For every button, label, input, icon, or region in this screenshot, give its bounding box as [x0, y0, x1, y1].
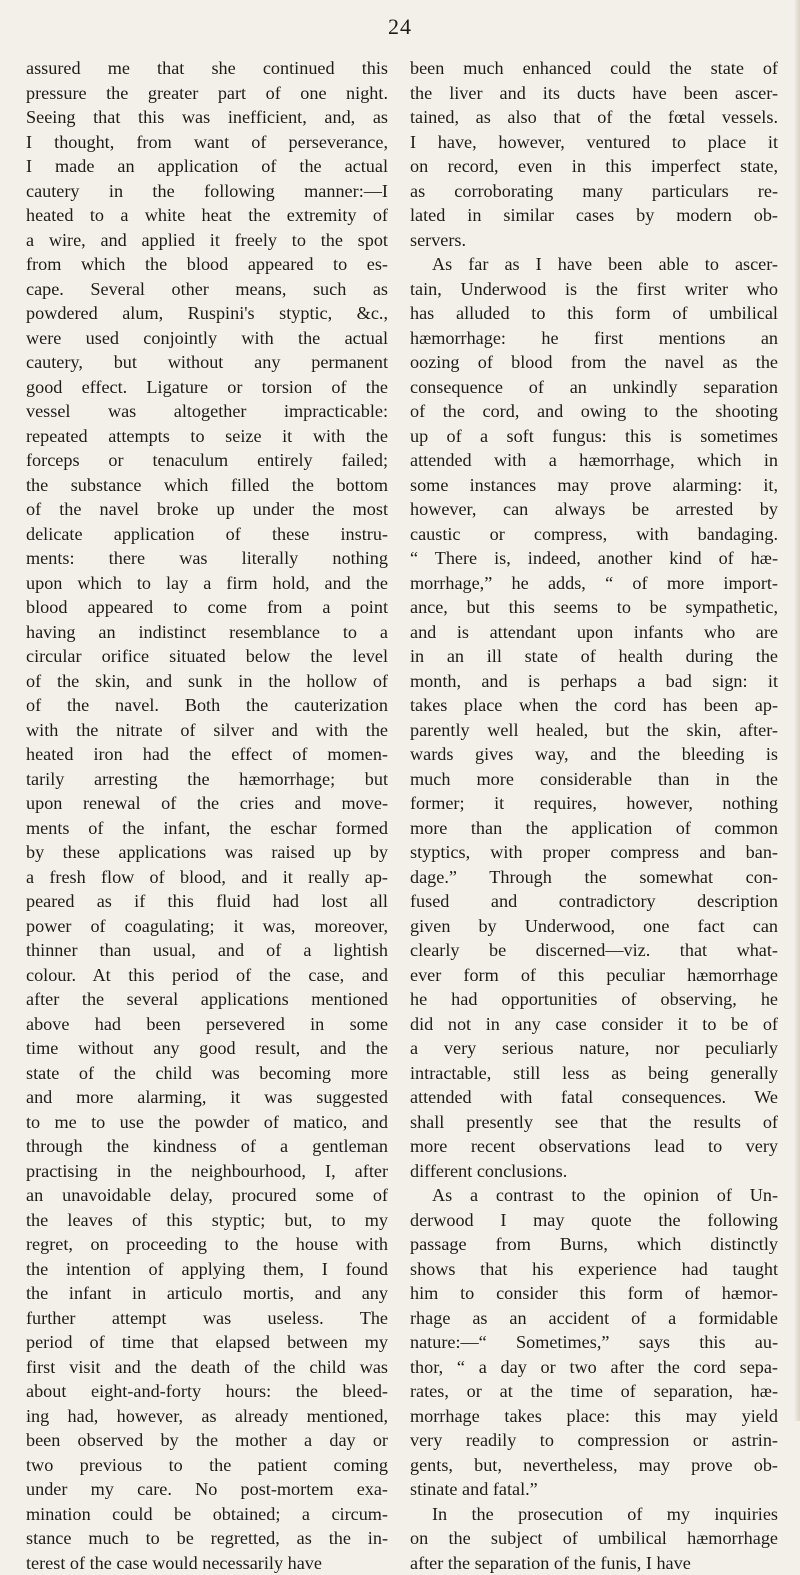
text-line: good effect. Ligature or torsion of the — [26, 375, 388, 400]
text-line: tained, as also that of the fœtal vessels. — [410, 105, 778, 130]
text-line: a very serious nature, nor peculiarly — [410, 1036, 778, 1061]
text-line: tarily arresting the hæmorrhage; but — [26, 767, 388, 792]
text-line: a wire, and applied it freely to the spot — [26, 228, 388, 253]
text-line: ments of the infant, the eschar formed — [26, 816, 388, 841]
text-line: stance much to be regretted, as the in- — [26, 1526, 388, 1551]
text-line: some instances may prove alarming: it, — [410, 473, 778, 498]
text-line: blood appeared to come from a point — [26, 595, 388, 620]
text-line: he had opportunities of observing, he — [410, 987, 778, 1012]
text-line: the substance which filled the bottom — [26, 473, 388, 498]
text-line: having an indistinct resemblance to a — [26, 620, 388, 645]
text-line: state of the child was becoming more — [26, 1061, 388, 1086]
text-line: mination could be obtained; a circum- — [26, 1502, 388, 1527]
page-number: 24 — [0, 14, 800, 40]
text-line: I thought, from want of perseverance, — [26, 130, 388, 155]
text-line: the infant in articulo mortis, and any — [26, 1281, 388, 1306]
text-line: of the navel. Both the cauterization — [26, 693, 388, 718]
text-line: As far as I have been able to ascer- — [410, 252, 778, 277]
text-line: consequence of an unkindly separation — [410, 375, 778, 400]
text-line: thor, “ a day or two after the cord sepa- — [410, 1355, 778, 1380]
text-line: about eight-and-forty hours: the bleed- — [26, 1379, 388, 1404]
text-line: repeated attempts to seize it with the — [26, 424, 388, 449]
text-line: clearly be discerned—viz. that what- — [410, 938, 778, 963]
text-line: servers. — [410, 228, 778, 253]
text-line: and is attendant upon infants who are — [410, 620, 778, 645]
text-line: vessel was altogether impracticable: — [26, 399, 388, 424]
text-line: peared as if this fluid had lost all — [26, 889, 388, 914]
text-line: rates, or at the time of separation, hæ- — [410, 1379, 778, 1404]
page-edge — [794, 0, 800, 1421]
text-line: been observed by the mother a day or — [26, 1428, 388, 1453]
text-line: under my care. No post-mortem exa- — [26, 1477, 388, 1502]
text-line: two previous to the patient coming — [26, 1453, 388, 1478]
text-line: been much enhanced could the state of — [410, 56, 778, 81]
text-line: wards gives way, and the bleeding is — [410, 742, 778, 767]
text-line: hæmorrhage: he first mentions an — [410, 326, 778, 351]
text-line: with the nitrate of silver and with the — [26, 718, 388, 743]
text-line: forceps or tenaculum entirely failed; — [26, 448, 388, 473]
text-line: of the cord, and owing to the shooting — [410, 399, 778, 424]
text-line: has alluded to this form of umbilical — [410, 301, 778, 326]
text-line: were used conjointly with the actual — [26, 326, 388, 351]
text-line: pressure the greater part of one night. — [26, 81, 388, 106]
text-line: given by Underwood, one fact can — [410, 914, 778, 939]
text-line: I have, however, ventured to place it — [410, 130, 778, 155]
text-line: first visit and the death of the child was — [26, 1355, 388, 1380]
text-line: morrhage,” he adds, “ of more import- — [410, 571, 778, 596]
text-line: more recent observations lead to very — [410, 1134, 778, 1159]
text-line: ments: there was literally nothing — [26, 546, 388, 571]
text-line: very readily to compression or astrin- — [410, 1428, 778, 1453]
text-line: him to consider this form of hæmor- — [410, 1281, 778, 1306]
text-line: a fresh flow of blood, and it really ap- — [26, 865, 388, 890]
text-line: as corroborating many particulars re- — [410, 179, 778, 204]
text-line: terest of the case would necessarily have — [26, 1551, 388, 1575]
text-line: an unavoidable delay, procured some of — [26, 1183, 388, 1208]
text-line: shows that his experience had taught — [410, 1257, 778, 1282]
text-line: on record, even in this imperfect state, — [410, 154, 778, 179]
text-line: on the subject of umbilical hæmorrhage — [410, 1526, 778, 1551]
text-line: In the prosecution of my inquiries — [410, 1502, 778, 1527]
text-line: much more considerable than in the — [410, 767, 778, 792]
text-line: the intention of applying them, I found — [26, 1257, 388, 1282]
text-line: styptics, with proper compress and ban- — [410, 840, 778, 865]
text-line: to me to use the powder of matico, and — [26, 1110, 388, 1135]
text-line: power of coagulating; it was, moreover, — [26, 914, 388, 939]
text-line: shall presently see that the results of — [410, 1110, 778, 1135]
text-line: “ There is, indeed, another kind of hæ- — [410, 546, 778, 571]
text-line: through the kindness of a gentleman — [26, 1134, 388, 1159]
text-line: after the several applications mentioned — [26, 987, 388, 1012]
text-line: caustic or compress, with bandaging. — [410, 522, 778, 547]
text-line: Seeing that this was inefficient, and, as — [26, 105, 388, 130]
text-line: cautery, but without any permanent — [26, 350, 388, 375]
text-line: cape. Several other means, such as — [26, 277, 388, 302]
text-line: further attempt was useless. The — [26, 1306, 388, 1331]
right-column — [410, 56, 778, 1575]
text-line: oozing of blood from the navel as the — [410, 350, 778, 375]
text-line: from which the blood appeared to es- — [26, 252, 388, 277]
text-line: heated to a white heat the extremity of — [26, 203, 388, 228]
text-line: powdered alum, Ruspini's styptic, &c., — [26, 301, 388, 326]
text-line: ing had, however, as already mentioned, — [26, 1404, 388, 1429]
text-line: of the skin, and sunk in the hollow of — [26, 669, 388, 694]
text-line: colour. At this period of the case, and — [26, 963, 388, 988]
text-line: assured me that she continued this — [26, 56, 388, 81]
text-line: passage from Burns, which distinctly — [410, 1232, 778, 1257]
text-line: up of a soft fungus: this is sometimes — [410, 424, 778, 449]
text-line: I made an application of the actual — [26, 154, 388, 179]
text-line: upon renewal of the cries and move- — [26, 791, 388, 816]
text-line: did not in any case consider it to be of — [410, 1012, 778, 1037]
text-line: after the separation of the funis, I have — [410, 1551, 778, 1575]
text-line: morrhage takes place: this may yield — [410, 1404, 778, 1429]
text-line: nature:—“ Sometimes,” says this au- — [410, 1330, 778, 1355]
text-line: parently well healed, but the skin, after- — [410, 718, 778, 743]
text-line: the liver and its ducts have been ascer- — [410, 81, 778, 106]
text-line: of the navel broke up under the most — [26, 497, 388, 522]
text-line: in an ill state of health during the — [410, 644, 778, 669]
text-line: rhage as an accident of a formidable — [410, 1306, 778, 1331]
text-line: tain, Underwood is the first writer who — [410, 277, 778, 302]
text-line: As a contrast to the opinion of Un- — [410, 1183, 778, 1208]
text-line: more than the application of common — [410, 816, 778, 841]
text-line: by these applications was raised up by — [26, 840, 388, 865]
text-line: however, can always be arrested by — [410, 497, 778, 522]
text-line: the leaves of this styptic; but, to my — [26, 1208, 388, 1233]
text-line: stinate and fatal.” — [410, 1477, 778, 1502]
text-line: lated in similar cases by modern ob- — [410, 203, 778, 228]
text-line: month, and is perhaps a bad sign: it — [410, 669, 778, 694]
text-line: gents, but, nevertheless, may prove ob- — [410, 1453, 778, 1478]
text-line: period of time that elapsed between my — [26, 1330, 388, 1355]
text-line: takes place when the cord has been ap- — [410, 693, 778, 718]
text-line: intractable, still less as being generally — [410, 1061, 778, 1086]
left-column — [26, 56, 388, 1575]
text-line: ever form of this peculiar hæmorrhage — [410, 963, 778, 988]
text-line: attended with a hæmorrhage, which in — [410, 448, 778, 473]
text-line: attended with fatal consequences. We — [410, 1085, 778, 1110]
text-line: regret, on proceeding to the house with — [26, 1232, 388, 1257]
text-line: thinner than usual, and of a lightish — [26, 938, 388, 963]
text-line: former; it requires, however, nothing — [410, 791, 778, 816]
text-line: upon which to lay a firm hold, and the — [26, 571, 388, 596]
text-line: delicate application of these instru- — [26, 522, 388, 547]
text-line: heated iron had the effect of momen- — [26, 742, 388, 767]
text-line: derwood I may quote the following — [410, 1208, 778, 1233]
text-line: dage.” Through the somewhat con- — [410, 865, 778, 890]
text-line: and more alarming, it was suggested — [26, 1085, 388, 1110]
text-line: fused and contradictory description — [410, 889, 778, 914]
text-line: different conclusions. — [410, 1159, 778, 1184]
text-line: practising in the neighbourhood, I, after — [26, 1159, 388, 1184]
text-line: ance, but this seems to be sympathetic, — [410, 595, 778, 620]
text-line: above had been persevered in some — [26, 1012, 388, 1037]
text-line: time without any good result, and the — [26, 1036, 388, 1061]
text-line: circular orifice situated below the level — [26, 644, 388, 669]
text-line: cautery in the following manner:—I — [26, 179, 388, 204]
